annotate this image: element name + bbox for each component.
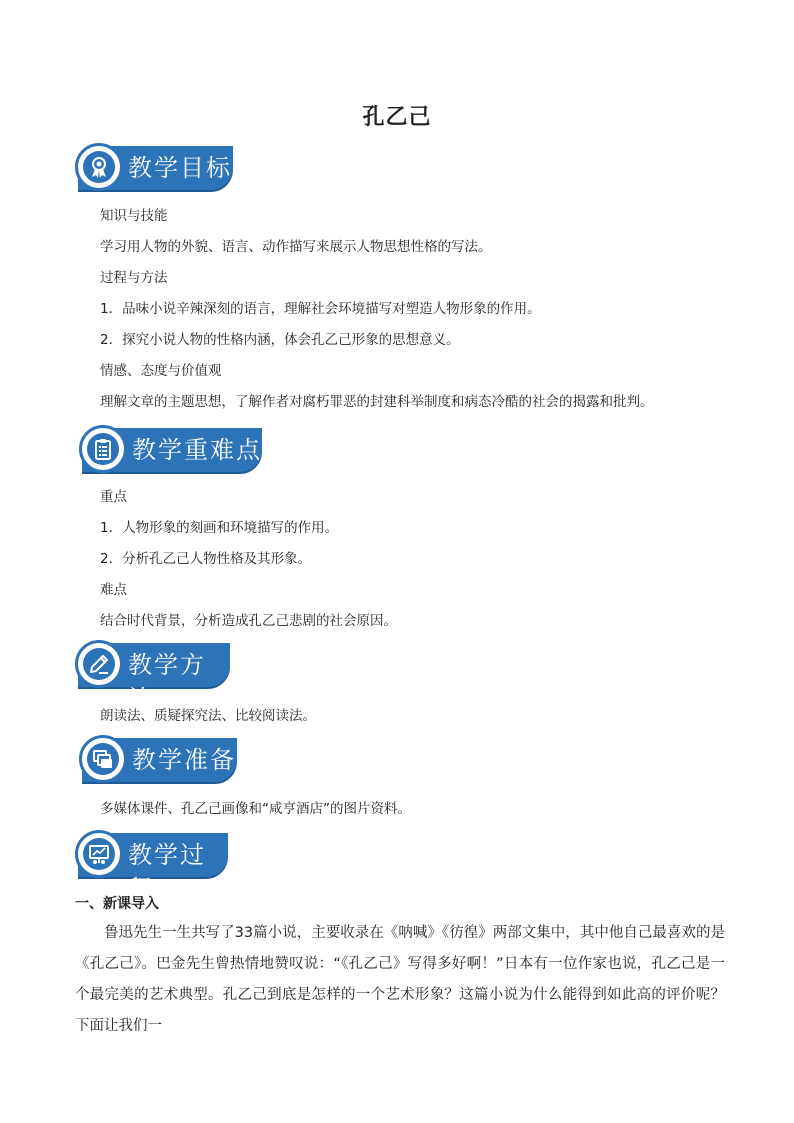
section-heading-preparation: 教学准备	[132, 746, 236, 774]
section-banner-objectives	[78, 146, 233, 190]
presentation-board-icon	[87, 842, 111, 866]
objectives-line-1: 知识与技能	[100, 208, 168, 224]
objectives-line-7: 理解文章的主题思想，了解作者对腐朽罪恶的封建科举制度和病态冷酷的社会的揭露和批判。	[100, 394, 654, 410]
page-title: 孔乙己	[362, 104, 432, 130]
objectives-line-6: 情感、态度与价值观	[100, 363, 222, 379]
pencil-edit-icon	[87, 652, 111, 676]
section-banner-key-points	[82, 428, 262, 472]
key-points-line-1: 重点	[100, 489, 127, 505]
key-points-line-3: 2．分析孔乙己人物性格及其形象。	[100, 551, 312, 567]
objectives-line-4: 1．品味小说辛辣深刻的语言，理解社会环境描写对塑造人物形象的作用。	[100, 301, 541, 317]
objectives-line-2: 学习用人物的外貌、语言、动作描写来展示人物思想性格的写法。	[100, 239, 492, 255]
section-heading-key-points: 教学重难点	[132, 436, 262, 464]
key-points-line-5: 结合时代背景，分析造成孔乙己悲剧的社会原因。	[100, 613, 397, 629]
key-points-line-4: 难点	[100, 582, 127, 598]
objectives-line-5: 2．探究小说人物的性格内涵，体会孔乙己形象的思想意义。	[100, 332, 460, 348]
section-banner-methods	[78, 643, 230, 713]
objectives-line-3: 过程与方法	[100, 270, 168, 286]
section-banner-process	[78, 833, 228, 903]
preparation-line-1: 多媒体课件、孔乙己画像和“咸亨酒店”的图片资料。	[100, 801, 411, 817]
award-ribbon-icon	[87, 155, 111, 179]
section-heading-objectives: 教学目标	[128, 154, 232, 182]
clipboard-checklist-icon	[91, 437, 115, 461]
section-heading-methods: 教学方法	[128, 651, 206, 713]
section-heading-process: 教学过程	[128, 841, 206, 903]
methods-line-1: 朗读法、质疑探究法、比较阅读法。	[100, 708, 316, 724]
stacked-folders-icon	[91, 747, 115, 771]
section-banner-preparation	[82, 738, 237, 782]
intro-paragraph: 鲁迅先生一生共写了33篇小说，主要收录在《呐喊》《彷徨》两部文集中，其中他自己最喜欢的是《孔乙己》。巴金先生曾热情地赞叹说：“《孔乙己》写得多好啊！”日本有一位作家也说，孔乙己是一个最完美的艺术典型。孔乙己到底是怎样的一个艺术形象？这篇小说为什么能得到如此高的评价呢？下面让我们一	[75, 925, 725, 1034]
subheading-intro: 一、新课导入	[75, 896, 159, 912]
key-points-line-2: 1．人物形象的刻画和环境描写的作用。	[100, 520, 339, 536]
